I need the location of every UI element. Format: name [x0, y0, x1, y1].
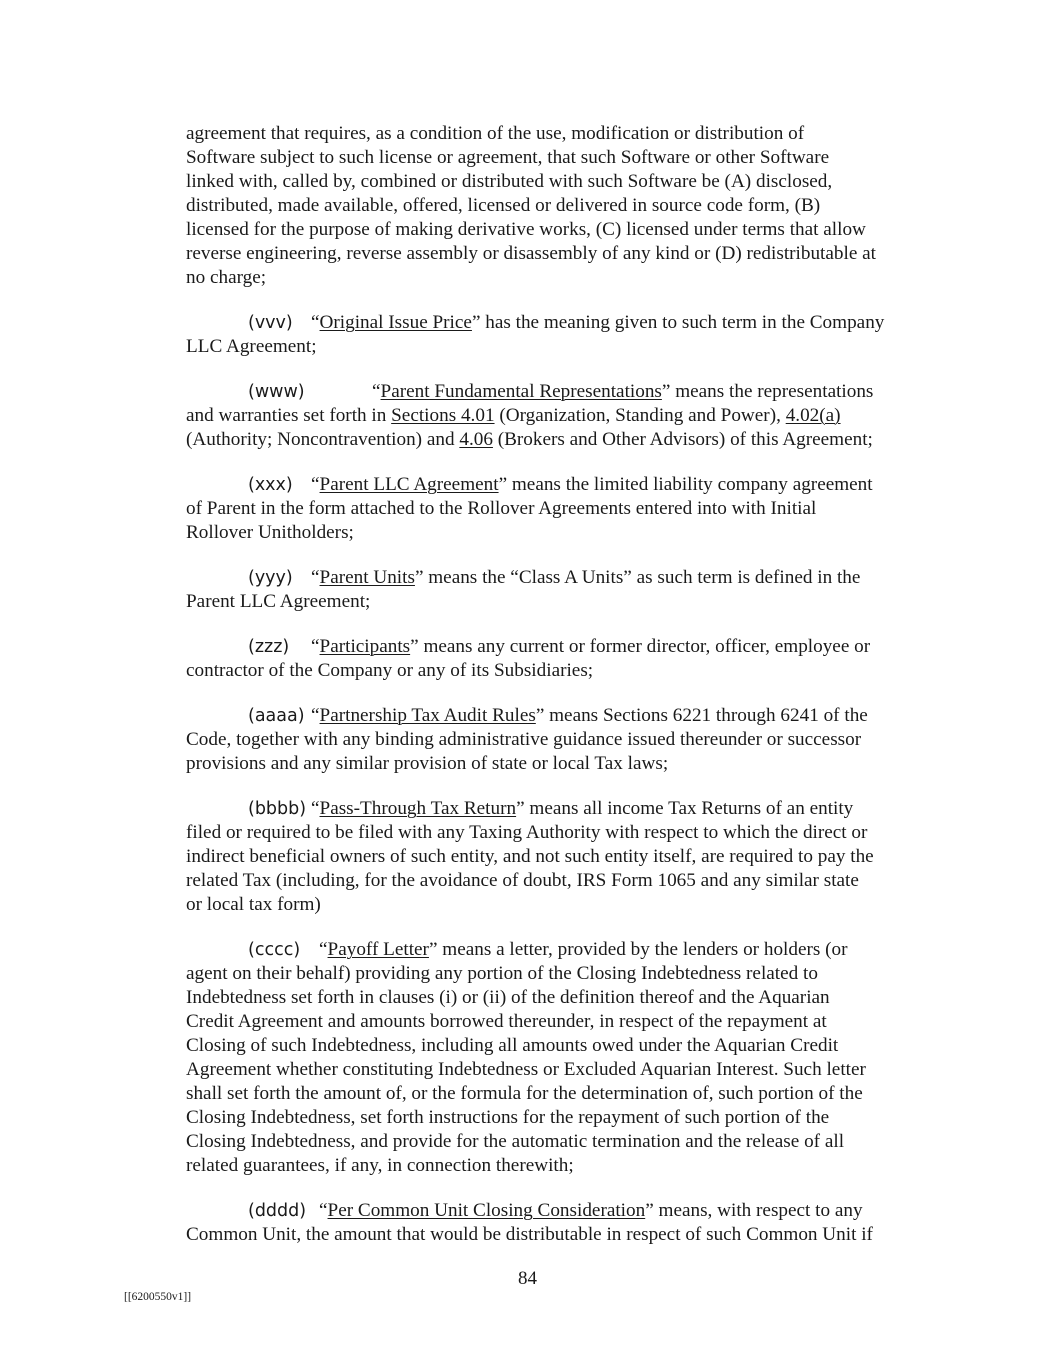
definition-cccc: [186, 938, 934, 1178]
definition-xxx: [186, 473, 934, 545]
document-id: [[6200550v1]]: [124, 1291, 192, 1303]
text-line: licensed for the purpose of making derivative works, (C) licensed under terms that allow: [186, 219, 866, 240]
defined-term: Original Issue Price: [319, 312, 472, 333]
text-line: reverse engineering, reverse assembly or disassembly of any kind or (D) redistributable at: [186, 243, 876, 264]
text-line: Closing of such Indebtedness, including all amounts owed under the Aquarian Credit: [186, 1035, 839, 1056]
text-segment: and warranties set forth in: [186, 405, 392, 426]
text-line: provisions and any similar provision of state or local Tax laws;: [186, 753, 669, 774]
open-quote: “: [311, 567, 320, 588]
open-quote: “: [372, 381, 381, 402]
text-line: or local tax form): [186, 894, 321, 915]
text-line: Closing Indebtedness, and provide for the automatic termination and the release of all: [186, 1131, 845, 1152]
clause-number: (vvv): [248, 313, 293, 333]
text-line: Parent LLC Agreement;: [186, 591, 371, 612]
text-line: shall set forth the amount of, or the formula for the determination of, such portion of the: [186, 1083, 863, 1104]
section-reference: 4.06: [459, 429, 493, 450]
text-line: no charge;: [186, 267, 267, 288]
text-line: related Tax (including, for the avoidance of doubt, IRS Form 1065 and any similar state: [186, 870, 859, 891]
text-line: indirect beneficial owners of such entity, and not such entity itself, are required to pay the: [186, 846, 874, 867]
section-reference: 4.02(a): [785, 405, 841, 426]
text-line: Agreement whether constituting Indebtedness or Excluded Aquarian Interest. Such letter: [186, 1059, 866, 1080]
text-segment: (Brokers and Other Advisors) of this Agreement;: [492, 429, 873, 450]
text-line: Code, together with any binding administrative guidance issued thereunder or successor: [186, 729, 862, 750]
text-line: Software subject to such license or agreement, that such Software or other Software: [186, 147, 830, 168]
definition-www: [186, 380, 934, 452]
open-quote: “: [311, 798, 320, 819]
page-number: 84: [518, 1268, 537, 1289]
clause-number: (bbbb): [248, 799, 307, 819]
definition-aaaa: [186, 704, 934, 776]
defined-term: Pass-Through Tax Return: [319, 798, 517, 819]
clause-number: (aaaa): [248, 706, 305, 726]
open-quote: “: [319, 1200, 328, 1221]
section-reference: Sections 4.01: [391, 405, 495, 426]
text-line: related guarantees, if any, in connection therewith;: [186, 1155, 574, 1176]
text-line: filed or required to be filed with any Taxing Authority with respect to which the direct or: [186, 822, 868, 843]
definition-text: ” means a letter, provided by the lenders or holders (or: [428, 939, 848, 960]
defined-term: Payoff Letter: [327, 939, 429, 960]
definition-text: ” means any current or former director, officer, employee or: [410, 636, 871, 657]
defined-term: Parent Units: [319, 567, 415, 588]
text-line: of Parent in the form attached to the Rollover Agreements entered into with Initial: [186, 498, 817, 519]
text-line: linked with, called by, combined or distributed with such Software be (A) disclosed,: [186, 171, 833, 192]
definition-text: ” means the “Class A Units” as such term is defined in the: [414, 567, 861, 588]
definition-text: ” means, with respect to any: [645, 1200, 863, 1221]
open-quote: “: [311, 636, 320, 657]
definition-text: ” means the limited liability company agreement: [498, 474, 873, 495]
clause-number: (cccc): [248, 940, 301, 960]
text-line: agreement that requires, as a condition of the use, modification or distribution of: [186, 123, 805, 144]
text-line: distributed, made available, offered, licensed or delivered in source code form, (B): [186, 195, 821, 216]
definition-text: ” means all income Tax Returns of an entity: [516, 798, 854, 819]
text-line: Indebtedness set forth in clauses (i) or (ii) of the definition thereof and the Aquarian: [186, 987, 830, 1008]
definition-text: ” has the meaning given to such term in the Company: [471, 312, 885, 333]
text-line: Credit Agreement and amounts borrowed thereunder, in respect of the repayment at: [186, 1011, 827, 1032]
definition-zzz: [186, 635, 934, 683]
clause-number: (www): [248, 382, 305, 402]
defined-term: Partnership Tax Audit Rules: [319, 705, 536, 726]
definition-vvv: [186, 311, 934, 359]
definition-dddd: [186, 1199, 934, 1247]
continuation-paragraph: [186, 122, 934, 290]
definition-yyy: [186, 566, 934, 614]
clause-number: (yyy): [248, 568, 293, 588]
defined-term: Participants: [319, 636, 411, 657]
definition-bbbb: [186, 797, 934, 917]
clause-number: (xxx): [248, 475, 293, 495]
defined-term: Parent Fundamental Representations: [380, 381, 662, 402]
text-line: contractor of the Company or any of its Subsidiaries;: [186, 660, 594, 681]
defined-term: Per Common Unit Closing Consideration: [327, 1200, 646, 1221]
text-line: Common Unit, the amount that would be distributable in respect of such Common Unit if: [186, 1224, 873, 1245]
definition-text: ” means the representations: [661, 381, 874, 402]
text-line: Closing Indebtedness, set forth instructions for the repayment of such portion of the: [186, 1107, 830, 1128]
text-segment: (Authority; Noncontravention) and: [186, 429, 460, 450]
text-line: LLC Agreement;: [186, 336, 317, 357]
clause-number: (zzz): [248, 637, 290, 657]
open-quote: “: [319, 939, 328, 960]
document-body: [186, 122, 934, 1268]
definition-text: ” means Sections 6221 through 6241 of the: [535, 705, 868, 726]
text-line: Rollover Unitholders;: [186, 522, 354, 543]
text-line: agent on their behalf) providing any portion of the Closing Indebtedness related to: [186, 963, 818, 984]
defined-term: Parent LLC Agreement: [319, 474, 499, 495]
open-quote: “: [311, 312, 320, 333]
text-segment: (Organization, Standing and Power),: [494, 405, 786, 426]
open-quote: “: [311, 474, 320, 495]
open-quote: “: [311, 705, 320, 726]
clause-number: (dddd): [248, 1201, 307, 1221]
